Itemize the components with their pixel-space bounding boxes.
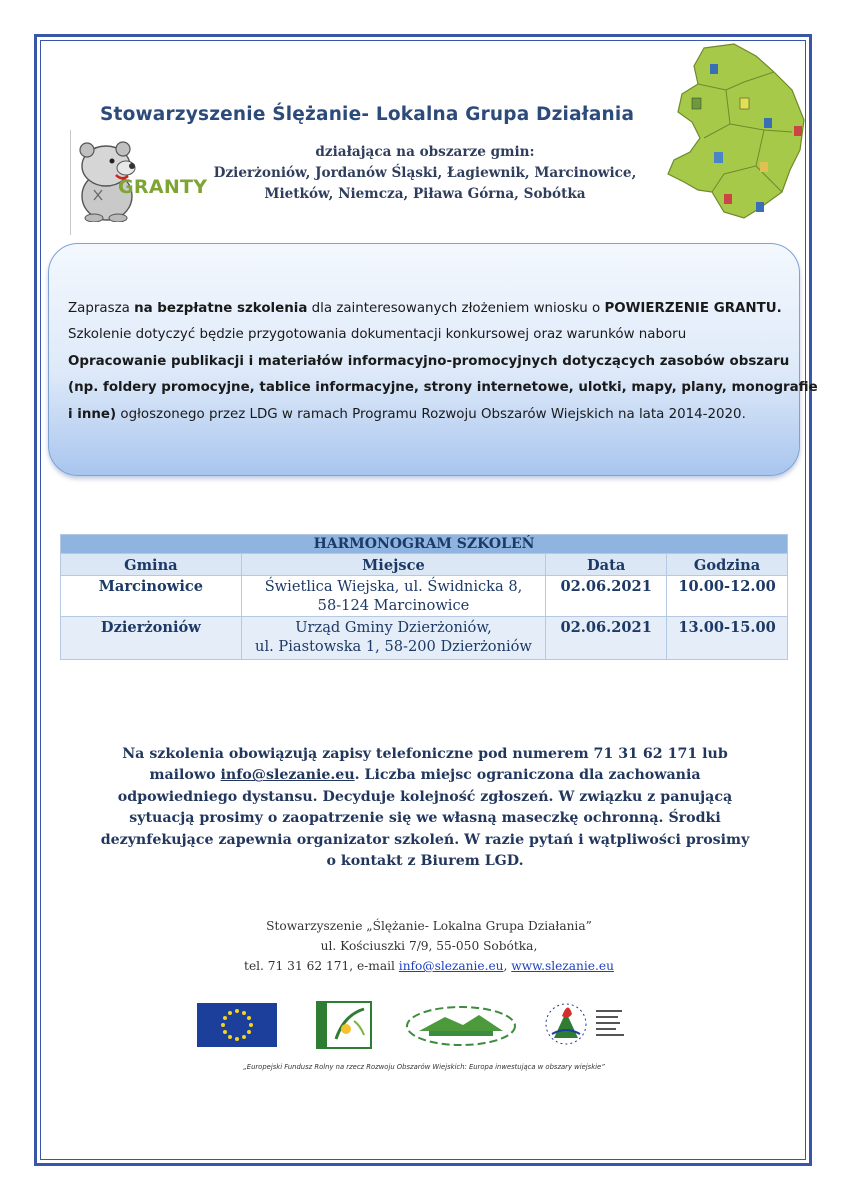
- invitation-line-4: (np. foldery promocyjne, tablice informacyjne, strony internetowe, ulotki, mapy, plany, monografie: [68, 380, 818, 396]
- invitation-line-3: Opracowanie publikacji i materiałów informacyjno-promocyjnych dotyczących zasobów obszaru: [68, 353, 790, 369]
- schedule-title-row: [61, 535, 788, 554]
- cell-gmina: Marcinowice: [61, 576, 242, 617]
- cell-godzina: 13.00-15.00: [667, 617, 788, 660]
- invitation-line-5: i inne) ogłoszonego przez LDG w ramach Programu Rozwoju Obszarów Wiejskich na lata 2014-2020.: [68, 406, 746, 422]
- cell-godzina: 10.00-12.00: [667, 576, 788, 617]
- notice-line-2: mailowo info@slezanie.eu. Liczba miejsc ograniczona dla zachowania: [149, 767, 701, 784]
- column-header-gmina: Gmina: [61, 554, 242, 576]
- schedule-title: HARMONOGRAM SZKOLEŃ: [61, 535, 788, 554]
- footer-address: [214, 916, 644, 976]
- fund-caption: „Europejski Fundusz Rolny na rzecz Rozwoju Obszarów Wiejskich: Europa inwestująca w obszary wiejskie”: [243, 1063, 605, 1071]
- prow-program-logo: [540, 998, 640, 1050]
- notice-line-3: odpowiedniego dystansu. Decyduje kolejność zgłoszeń. W związku z panującą: [117, 788, 733, 805]
- cell-miejsce-line-2: 58-124 Marcinowice: [317, 597, 470, 614]
- footer-email-link[interactable]: info@slezanie.eu: [398, 959, 504, 973]
- schedule-header-row: [61, 554, 788, 576]
- footer-line-2: ul. Kościuszki 7/9, 55-050 Sobótka,: [320, 939, 538, 953]
- cell-data: 02.06.2021: [546, 617, 667, 660]
- cell-miejsce: [241, 617, 545, 660]
- eu-flag-logo: [197, 1003, 277, 1047]
- notice-line-6: o kontakt z Biurem LGD.: [326, 853, 524, 870]
- invitation-line-1: Zaprasza na bezpłatne szkolenia dla zainteresowanych złożeniem wniosku o POWIERZENIE GRANTU.: [68, 301, 782, 316]
- cell-miejsce-line-2: ul. Piastowska 1, 58-200 Dzierżoniów: [255, 638, 532, 655]
- notice-line-5: dezynfekujące zapewnia organizator szkoleń. W razie pytań i wątpliwości prosimy: [100, 831, 750, 848]
- column-header-data: Data: [546, 554, 667, 576]
- footer-line-3: tel. 71 31 62 171, e-mail info@slezanie.eu, www.slezanie.eu: [244, 959, 614, 973]
- invitation-text: [68, 296, 818, 428]
- leader-logo: [316, 1001, 372, 1049]
- notice-line-1: Na szkolenia obowiązują zapisy telefoniczne pod numerem 71 31 62 171 lub: [122, 746, 728, 762]
- footer-website-link[interactable]: www.slezanie.eu: [511, 959, 614, 973]
- granty-logo-text: GRANTY: [118, 176, 208, 198]
- cell-gmina: Dzierżoniów: [61, 617, 242, 660]
- invitation-line-2: Szkolenie dotyczyć będzie przygotowania dokumentacji konkursowej oraz warunków naboru: [68, 327, 687, 343]
- cell-data: 02.06.2021: [546, 576, 667, 617]
- schedule-table: [60, 534, 788, 660]
- organization-title: Stowarzyszenie Ślężanie- Lokalna Grupa Działania: [100, 104, 635, 125]
- subtitle-line-3: Mietków, Niemcza, Piława Górna, Sobótka: [264, 186, 586, 202]
- column-header-miejsce: Miejsce: [241, 554, 545, 576]
- subtitle-line-2: Dzierżoniów, Jordanów Śląski, Łagiewnik, Marcinowice,: [213, 165, 637, 181]
- registration-notice: [100, 744, 750, 872]
- cell-miejsce-line-1: Urząd Gminy Dzierżoniów,: [295, 619, 492, 636]
- cell-miejsce-line-1: Świetlica Wiejska, ul. Świdnicka 8,: [264, 578, 523, 595]
- notice-email-link[interactable]: info@slezanie.eu: [220, 767, 355, 784]
- header-subtitle: [205, 142, 645, 205]
- cell-miejsce: [241, 576, 545, 617]
- table-row: [61, 617, 788, 660]
- table-row: [61, 576, 788, 617]
- region-map-icon: [664, 42, 806, 220]
- column-header-godzina: Godzina: [667, 554, 788, 576]
- header-divider: [70, 130, 71, 235]
- footer-line-1: Stowarzyszenie „Ślężanie- Lokalna Grupa Działania”: [266, 919, 592, 933]
- notice-line-4: sytuacją prosimy o zaopatrzenie się we własną maseczkę ochronną. Środki: [129, 810, 721, 827]
- subtitle-line-1: działająca na obszarze gmin:: [315, 144, 535, 160]
- lgd-slezanie-logo: [405, 1005, 517, 1047]
